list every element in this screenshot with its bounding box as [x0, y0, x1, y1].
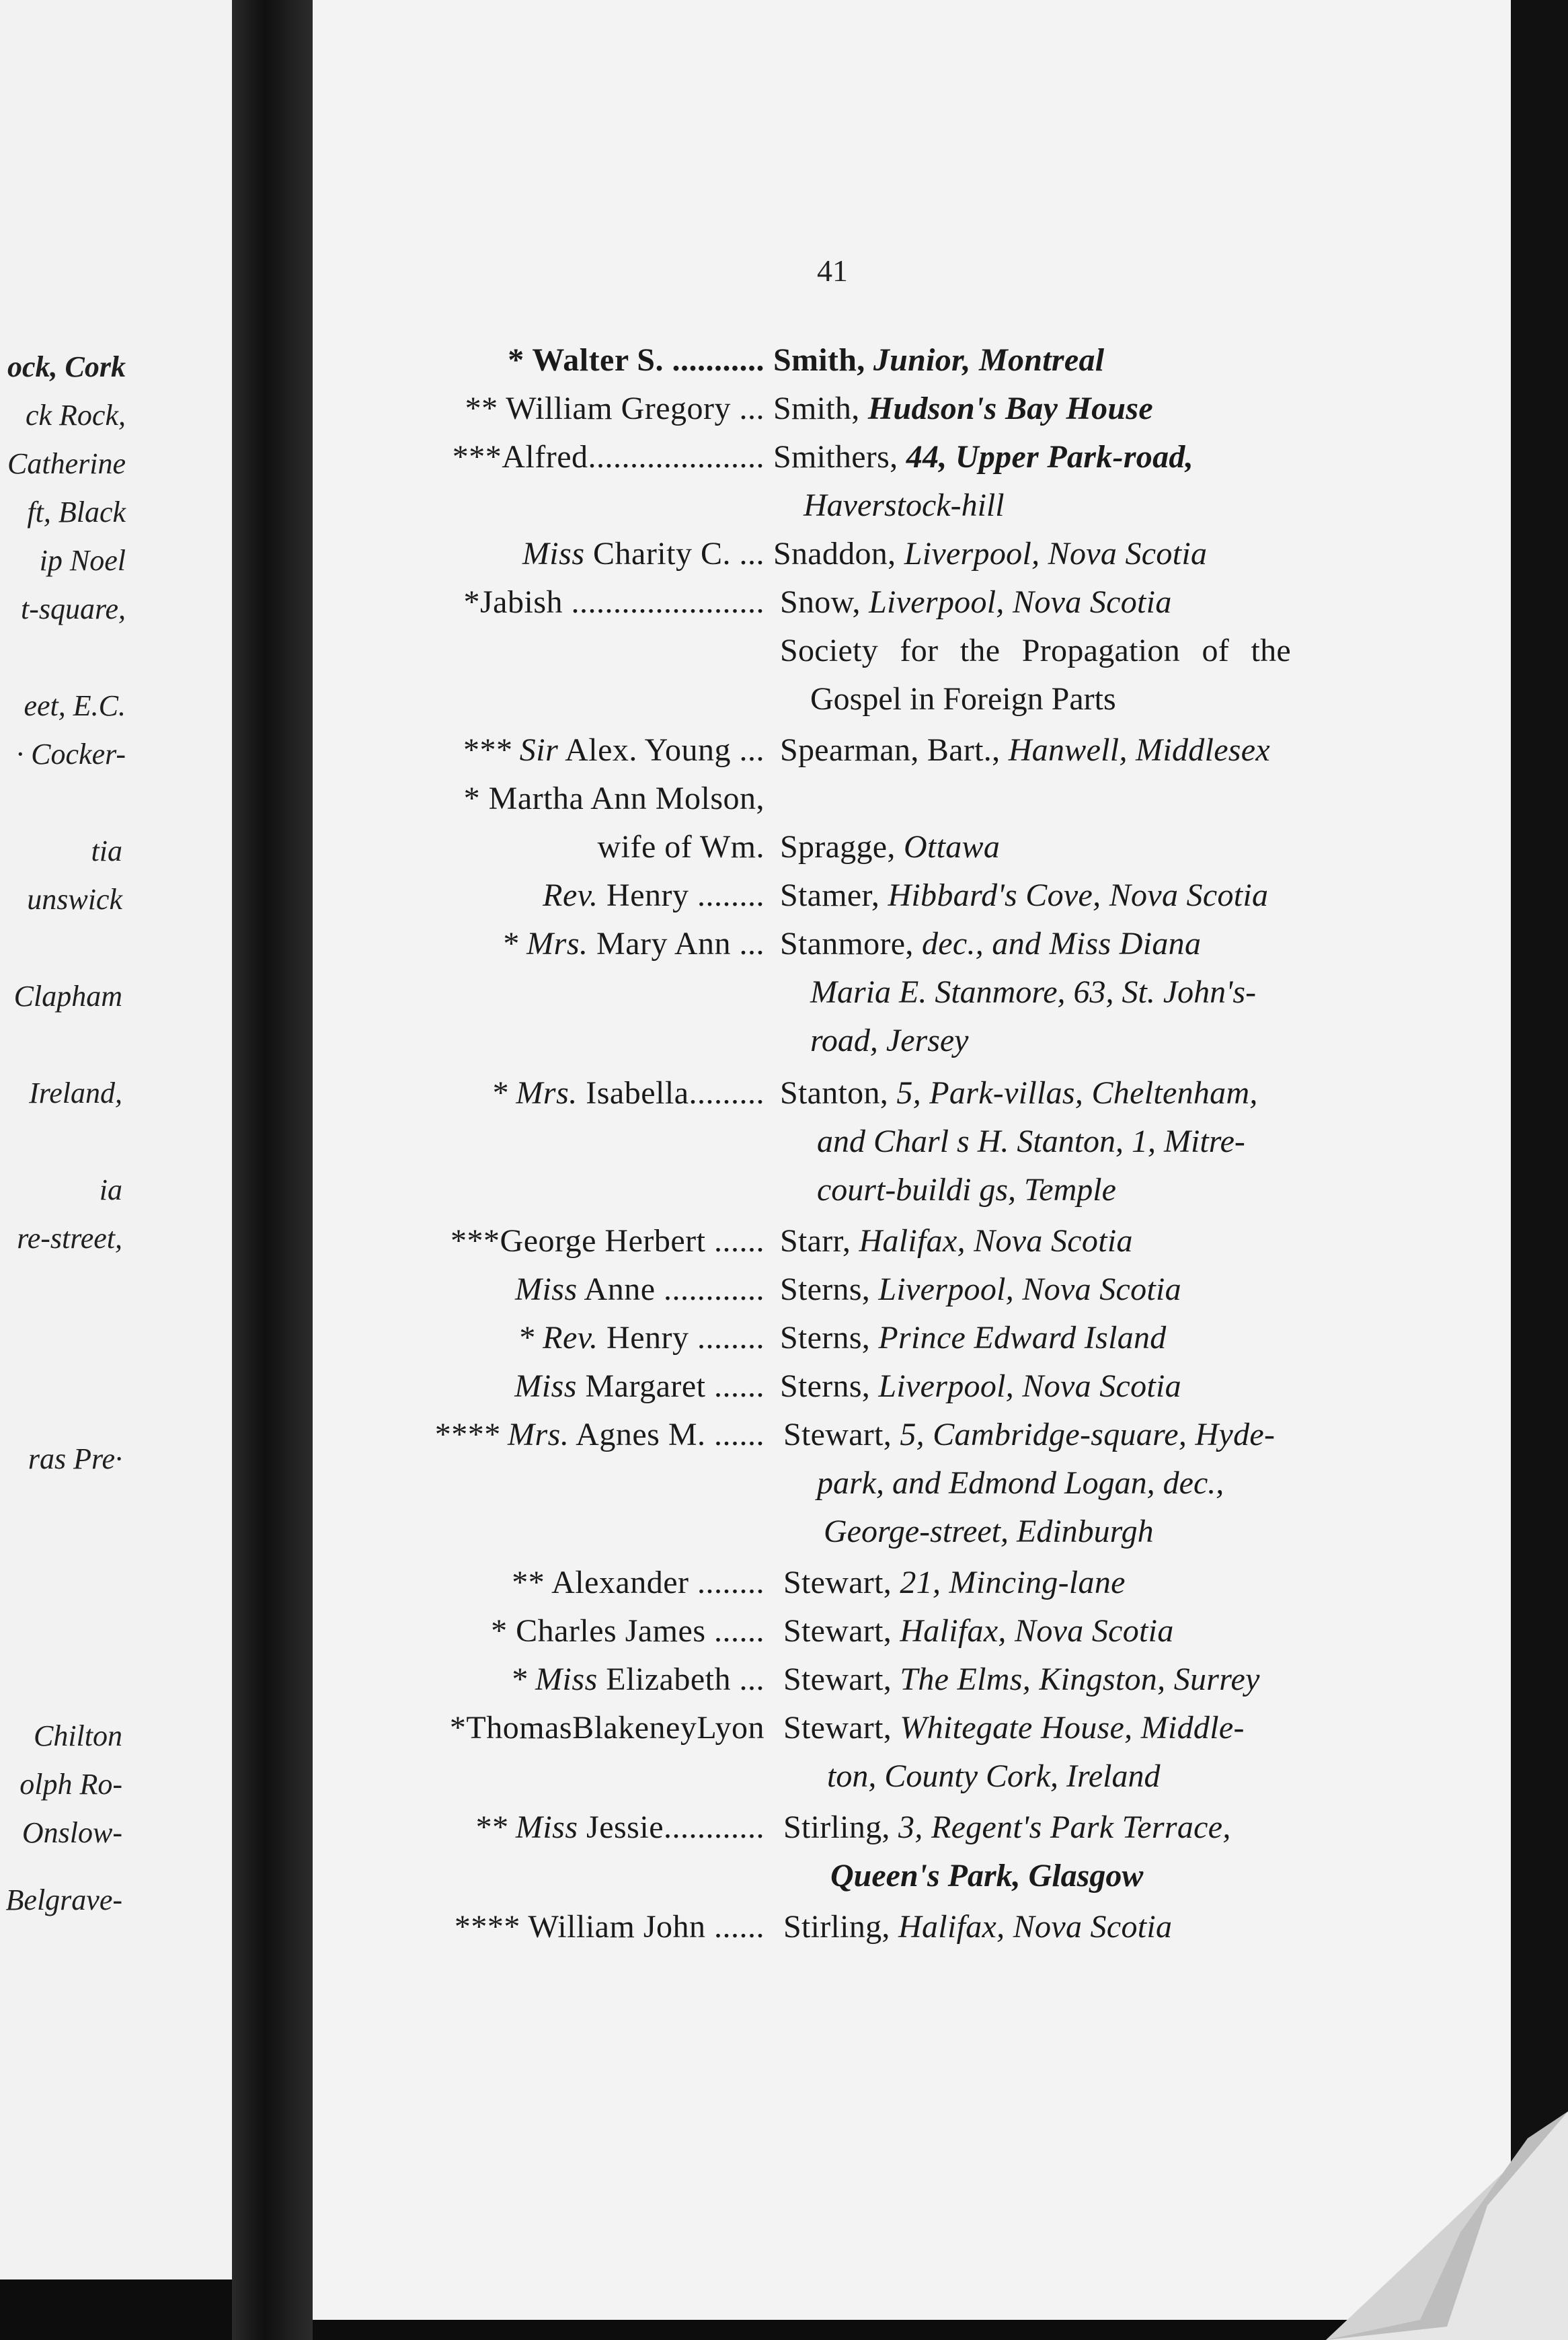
title-prefix: ** Miss — [474, 1809, 578, 1845]
subscriber-name: *Jabish ....................... — [463, 584, 765, 620]
subscriber-name — [491, 1069, 765, 1118]
left-line: olph Ro- — [19, 1768, 122, 1801]
left-line: Clapham — [13, 980, 122, 1013]
subscriber-surname: Spragge, — [780, 829, 896, 865]
subscriber-surname: Sterns, — [780, 1368, 871, 1404]
address-text: 5, Cambridge-square, Hyde- — [900, 1417, 1276, 1452]
list-item — [0, 726, 1568, 775]
list-item — [0, 1069, 1568, 1118]
list-item — [0, 530, 1568, 578]
subscriber-surname: Stewart, — [783, 1710, 892, 1746]
subscriber-address — [783, 1903, 1301, 1951]
subscriber-surname: Snow, — [780, 584, 861, 620]
subscriber-address — [783, 1704, 1301, 1752]
subscriber-surname: Sterns, — [780, 1272, 871, 1307]
list-item-continuation — [0, 1459, 1568, 1508]
left-line: ras Pre· — [28, 1442, 122, 1475]
subscriber-name: * Martha Ann Molson, — [463, 781, 765, 816]
page-corner-curl — [1286, 2098, 1568, 2340]
address-text: Liverpool, Nova Scotia — [878, 1368, 1181, 1404]
list-item — [0, 775, 1568, 823]
subscriber-address — [780, 1314, 1298, 1362]
subscriber-surname: Smith, — [773, 342, 865, 378]
address-continuation: ton, County Cork, Ireland — [827, 1758, 1161, 1794]
society-name: Society for the Propagation of the — [780, 633, 1291, 668]
list-item — [0, 1362, 1568, 1411]
subscriber-name — [462, 726, 765, 775]
subscriber-address — [773, 385, 1291, 433]
title-prefix: * Mrs. — [502, 926, 588, 962]
subscriber-address — [783, 1607, 1301, 1655]
subscriber-surname: Starr, — [780, 1223, 851, 1259]
subscriber-surname: Stanmore, — [780, 926, 914, 962]
given-name: Jessie............ — [586, 1809, 765, 1845]
list-item-continuation — [0, 1752, 1568, 1801]
subscriber-name — [474, 1803, 765, 1852]
left-line: ip Noel — [39, 544, 126, 577]
left-line: Onslow- — [22, 1816, 122, 1849]
subscriber-address — [780, 1069, 1298, 1118]
subscriber-surname: Smithers, — [773, 439, 898, 475]
subscriber-surname: Stewart, — [783, 1417, 892, 1452]
list-item-continuation — [0, 1852, 1568, 1900]
address-continuation: park, and Edmond Logan, dec., — [817, 1465, 1224, 1501]
left-line: re-street, — [17, 1222, 122, 1255]
given-name: Henry ........ — [606, 878, 765, 913]
subscriber-name: **** William John ...... — [454, 1909, 765, 1945]
list-item — [0, 871, 1568, 920]
list-item-continuation — [0, 1118, 1568, 1166]
title-prefix: * Mrs. — [491, 1075, 578, 1111]
left-line: Catherine — [7, 447, 126, 480]
address-text: Prince Edward Island — [878, 1320, 1167, 1356]
address-continuation: road, Jersey — [810, 1023, 969, 1058]
title-prefix: Miss — [514, 1272, 578, 1307]
list-item — [0, 336, 1568, 385]
list-item-continuation — [0, 823, 1568, 871]
given-name: Isabella......... — [586, 1075, 765, 1111]
left-line: eet, E.C. — [24, 689, 126, 722]
subscriber-address — [783, 1411, 1301, 1459]
address-text: Halifax, Nova Scotia — [900, 1613, 1174, 1649]
list-item — [0, 433, 1568, 481]
address-text: Liverpool, Nova Scotia — [878, 1272, 1181, 1307]
list-item — [0, 385, 1568, 433]
address-text: Hanwell, Middlesex — [1008, 732, 1270, 768]
left-line: · Cocker- — [16, 738, 126, 771]
given-name: Anne ............ — [584, 1272, 765, 1307]
address-text: 44, Upper Park-road, — [906, 439, 1193, 475]
subscriber-address — [780, 578, 1298, 627]
address-text: Junior, Montreal — [873, 342, 1105, 378]
address-continuation: court-buildi gs, Temple — [817, 1172, 1116, 1208]
subscriber-address — [780, 726, 1298, 775]
subscriber-name: ***Alfred..................... — [452, 439, 765, 475]
subscriber-name — [518, 1314, 765, 1362]
subscriber-surname: Sterns, — [780, 1320, 871, 1356]
address-text: Whitegate House, Middle- — [900, 1710, 1245, 1746]
given-name: Mary Ann ... — [596, 926, 765, 962]
subscriber-surname: Spearman, Bart., — [780, 732, 1001, 768]
subscriber-address — [773, 336, 1291, 385]
list-item-continuation — [0, 675, 1568, 724]
subscriber-address — [780, 823, 1298, 871]
subscriber-address — [780, 1265, 1298, 1314]
subscriber-surname: Snaddon, — [773, 536, 896, 572]
given-name: Margaret ...... — [585, 1368, 765, 1404]
subscriber-name: ** William Gregory ... — [465, 391, 765, 426]
list-item — [0, 627, 1568, 675]
given-name: Elizabeth ... — [606, 1662, 765, 1697]
subscriber-address — [783, 1655, 1301, 1704]
title-prefix: * Rev. — [518, 1320, 598, 1356]
address-text: Ottawa — [904, 829, 1001, 865]
address-text: Liverpool, Nova Scotia — [904, 536, 1208, 572]
left-line: Belgrave- — [5, 1883, 122, 1916]
subscriber-name — [510, 1655, 765, 1704]
left-line: Chilton — [33, 1719, 122, 1752]
subscriber-surname: Stewart, — [783, 1662, 892, 1697]
address-text: Halifax, Nova Scotia — [859, 1223, 1133, 1259]
given-name: Henry ........ — [606, 1320, 765, 1356]
subscriber-address — [783, 1803, 1301, 1852]
title-prefix: Miss — [514, 1368, 577, 1404]
society-name-continuation: Gospel in Foreign Parts — [810, 681, 1116, 717]
subscriber-name: ** Alexander ........ — [512, 1565, 765, 1600]
subscriber-surname: Stirling, — [783, 1909, 890, 1945]
subscriber-name — [543, 871, 765, 920]
address-text: Hibbard's Cove, Nova Scotia — [888, 878, 1269, 913]
list-item — [0, 1411, 1568, 1459]
subscriber-name — [502, 920, 765, 968]
list-item — [0, 1607, 1568, 1655]
subscriber-name: *ThomasBlakeneyLyon — [449, 1710, 765, 1746]
subscriber-surname: Stewart, — [783, 1565, 892, 1600]
title-prefix: Rev. — [543, 878, 598, 913]
subscriber-name: * Charles James ...... — [491, 1613, 765, 1649]
subscriber-name: * Walter S. ........... — [508, 342, 765, 378]
title-prefix: *** Sir — [461, 732, 559, 768]
subscriber-address — [780, 1362, 1298, 1411]
subscriber-name: ***George Herbert ...... — [450, 1223, 765, 1259]
address-continuation: Haverstock-hill — [803, 488, 1005, 523]
subscriber-address — [780, 1217, 1298, 1265]
left-line: ck Rock, — [26, 399, 126, 432]
subscriber-surname: Stewart, — [783, 1613, 892, 1649]
given-name: Agnes M. ...... — [576, 1417, 765, 1452]
address-text: 21, Mincing-lane — [900, 1565, 1126, 1600]
left-line: unswick — [27, 883, 122, 916]
left-line: ft, Black — [27, 496, 126, 529]
subscriber-address — [780, 871, 1298, 920]
list-item — [0, 1314, 1568, 1362]
subscriber-name — [514, 1362, 765, 1411]
subscriber-name-continuation: wife of Wm. — [597, 829, 765, 865]
left-line: ock, Cork — [7, 350, 126, 383]
list-item — [0, 1559, 1568, 1607]
given-name: Charity C. ... — [593, 536, 765, 572]
left-line: t-square, — [20, 592, 126, 625]
address-text: dec., and Miss Diana — [921, 926, 1202, 962]
list-item-continuation — [0, 1166, 1568, 1214]
address-continuation: Queen's Park, Glasgow — [830, 1858, 1144, 1894]
list-item — [0, 1803, 1568, 1852]
subscriber-address — [780, 920, 1298, 968]
list-item-continuation — [0, 968, 1568, 1017]
subscriber-name — [433, 1411, 765, 1459]
left-line: tia — [91, 834, 122, 867]
subscriber-address — [783, 1559, 1301, 1607]
title-prefix: Miss — [522, 536, 585, 572]
list-item — [0, 1217, 1568, 1265]
address-text: 3, Regent's Park Terrace, — [898, 1809, 1231, 1845]
title-prefix: * Miss — [510, 1662, 598, 1697]
address-text: The Elms, Kingston, Surrey — [900, 1662, 1260, 1697]
page-number: 41 — [817, 254, 848, 288]
list-item — [0, 1655, 1568, 1704]
list-item-continuation — [0, 1508, 1568, 1556]
address-text: Halifax, Nova Scotia — [898, 1909, 1173, 1945]
list-item — [0, 1903, 1568, 1951]
left-line: ia — [99, 1173, 122, 1206]
subscriber-surname: Smith, — [773, 391, 860, 426]
list-item — [0, 1704, 1568, 1752]
address-text: 5, Park-villas, Cheltenham, — [896, 1075, 1258, 1111]
title-prefix: **** Mrs. — [433, 1417, 570, 1452]
address-continuation: George-street, Edinburgh — [824, 1514, 1154, 1549]
left-line: Ireland, — [29, 1077, 122, 1109]
list-item — [0, 1265, 1568, 1314]
address-text: Liverpool, Nova Scotia — [869, 584, 1172, 620]
subscriber-surname: Stanton, — [780, 1075, 889, 1111]
subscriber-name — [515, 1265, 765, 1314]
list-item — [0, 920, 1568, 968]
address-text: Hudson's Bay House — [867, 391, 1153, 426]
subscriber-address — [773, 433, 1291, 481]
subscriber-surname: Stamer, — [780, 878, 880, 913]
subscriber-address — [773, 530, 1291, 578]
subscriber-surname: Stirling, — [783, 1809, 890, 1845]
address-continuation: Maria E. Stanmore, 63, St. John's- — [810, 974, 1257, 1010]
list-item-continuation — [0, 1017, 1568, 1065]
list-item — [0, 578, 1568, 627]
given-name: Alex. Young ... — [565, 732, 765, 768]
subscriber-name — [522, 530, 765, 578]
list-item-continuation — [0, 481, 1568, 530]
address-continuation: and Charl s H. Stanton, 1, Mitre- — [817, 1124, 1245, 1159]
